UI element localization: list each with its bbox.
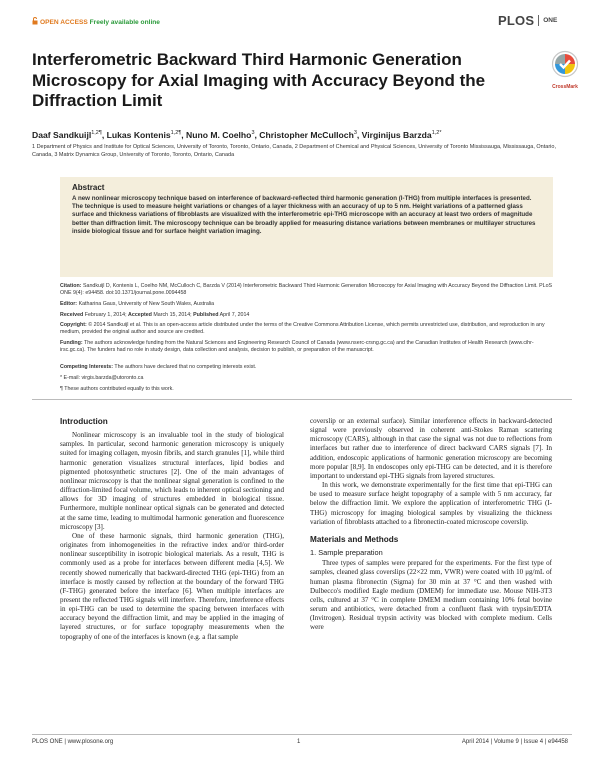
author: Lukas Kontenis$^{1,2\P}$: [106, 129, 182, 140]
abstract-text: A new nonlinear microscopy technique based on interference of backward-reflected third harmonic generation (I-THG) from multiple interfaces is presented. The technique is used to measure height variations or changes of a layer thickness with an accuracy of up to 5 nm. Height variations of a patterned glass surface and thickness variations of fibroblasts are visualized with the interferometric epi-THG microscope with an accuracy at least two orders of magnitude better than diffraction limit. The microscopy technique can be broadly applied for measuring distance variations between membranes or multilayer structures inside biological tissue and for surface height variation imaging.: [72, 195, 536, 235]
sample-prep-heading: 1. Sample preparation: [310, 548, 383, 558]
crossmark-badge[interactable]: [548, 50, 582, 90]
funding: Funding: The authors acknowledge funding from the Natural Sciences and Engineering Research Council of Canada (www.nserc-crsng.gc.ca) and the Canadian Institutes of Health Research (www.cihr-irsc.gc.ca). The funders had no role in study design, data collection and analysis, decision to publish, or preparation of the manuscript.: [60, 340, 534, 354]
methods-heading: Materials and Methods: [310, 534, 399, 544]
intro-paragraph: One of these harmonic signals, third harmonic generation (THG), originates from inhomogeneities in the refractive index and/or third-order nonlinear susceptibility in isotropic biological materials. As a result, THG is commonly used as a probe for interfaces between different media [4,5]. We recently showed numerically that backward-directed THG (epi-THG) from an interface is mostly caused by reflection at the boundary of the forward THG (F-THG) generated before the interface [6]. When multiple interfaces are present the reflected THG signals will interfere. Therefore, interference effects in epi-THG can be used to determine the spacing between interfaces with accuracy beyond the diffraction limit, and may be applied in the imaging of layered structures, or for surface topography measurements when the topography of one of the interfaces is known (e.g. a flat sample: [60, 531, 284, 641]
intro-heading: Introduction: [60, 417, 108, 426]
header-divider: [32, 399, 572, 400]
journal-name: PLOS: [498, 12, 535, 28]
intro-paragraph: coverslip or an external surface). Similar interference effects in backward-detected signal were previously observed in coherent anti-Stokes Raman scattering microscopy (CARS), although in that case the signal was not due to reflections from interfaces but rather due to interference of direct backward CARS signals [7]. In addition, endoscopic applications of harmonic generation microscopy are becoming more popular [8,9]. In endoscopes only epi-THG can be detected, and it is therefore important to understand epi-THG signals from layered structures.: [310, 417, 552, 480]
footer-divider: [32, 734, 572, 735]
open-lock-icon: [32, 17, 38, 27]
left-column: [60, 417, 284, 642]
page-number: 1: [297, 739, 301, 745]
logo-divider: [538, 15, 539, 26]
copyright: Copyright: © 2014 Sandkuijl et al. This is an open-access article distributed under the terms of the Creative Commons Attribution License, which permits unrestricted use, distribution, and reproduction in any medium, provided the original author and source are credited.: [60, 322, 545, 336]
open-label: OPEN: [40, 18, 59, 26]
equal-contribution: ¶ These authors contributed equally to this work.: [60, 386, 174, 392]
footer-journal: PLOS ONE | www.plosone.org: [32, 739, 114, 745]
methods-paragraph: Three types of samples were prepared for the experiments. For the first type of samples, cleaned glass coverslips (22×22 mm, VWR) were coated with 10 μg/mL of human plasma fibronectin (Sigma) for 30 min at 37 °C and then washed with Dulbecco's modified Eagle medium (DMEM) for immediate use. Mouse NIH-3T3 cells, cultured at 37 °C in complete DMEM medium containing 10% fetal bovine serum and antibiotics, were detached from a confluent flask with trypsin/EDTA (Invitrogen). Residual trypsin activity was blocked with complete medium. Cells were: [310, 559, 552, 632]
abstract-heading: Abstract: [72, 183, 105, 192]
author-list: Daaf Sandkuijl$^{1,2\P}$, Lukas Kontenis$^{1,2\P}$, Nuno M. Coelho$^3$, Christopher McCulloch$^3$, Virginijus Barzda$^{1,2*}$: [32, 129, 442, 140]
author: Virginijus Barzda$^{1,2*}$: [361, 129, 442, 140]
access-label: ACCESS: [60, 18, 88, 26]
crossmark-label: CrossMark: [552, 84, 578, 90]
author: Christopher McCulloch$^3$: [259, 129, 357, 140]
abstract-box: [60, 177, 553, 277]
affiliations: 1 Department of Physics and Institute for Optical Sciences, University of Toronto, Toronto, Ontario, Canada, 2 Department of Chemical and Physical Sciences, University of Toronto Mississauga, Mississauga, Ontario, Canada, 3 Matrix Dynamics Group, University of Toronto, Toronto, Ontario, Canada: [32, 144, 556, 159]
author: Daaf Sandkuijl$^{1,2\P}$: [32, 129, 102, 140]
footer-issue: April 2014 | Volume 9 | Issue 4 | e94458: [461, 739, 568, 745]
crossmark-icon: [551, 50, 579, 78]
editor: Editor: Katharina Gaus, University of New South Wales, Australia: [60, 301, 215, 307]
freely-available-label: Freely available online: [89, 18, 160, 26]
dates: Received February 1, 2014; Accepted March 15, 2014; Published April 7, 2014: [60, 312, 250, 318]
intro-paragraph: Nonlinear microscopy is an invaluable tool in the study of biological samples. In particular, second harmonic generation microscopy is uniquely suited for imaging collagen, myosin fibrils, and starch granules [1], while third harmonic generation visualizes structural interfaces, lipid bodies and pigmented photosynthetic structures [2]. One of the main advantages of nonlinear microscopy is that the nonlinear signal generation is confined to the diffraction-limited focal volume, which leads to inherent optical sectioning and allows for 3D imaging of structures embedded in biological tissue. Furthermore, multiple nonlinear optical signals can be generated and detected at the same time, leading to multimodal harmonic generation and fluorescence microscopy [3].: [60, 431, 284, 531]
journal-sub: ONE: [543, 16, 558, 24]
open-access-banner: [32, 17, 160, 27]
competing-interests: Competing Interests: The authors have declared that no competing interests exist.: [60, 364, 257, 370]
intro-paragraph: In this work, we demonstrate experimentally for the first time that epi-THG can be used to measure surface height topography of a sample with 5 nm accuracy, far below the diffraction limit. We explore the application of interferometric THG (I-THG) microscopy for imaging biological samples by visualizing the thickness variation of fibroblasts attached to a fibronectin-coated microscope coverslip.: [310, 481, 552, 526]
citation: Citation: Sandkuijl D, Kontenis L, Coelho NM, McCulloch C, Barzda V (2014) Interferometric Backward Third Harmonic Generation Microscopy for Axial Imaging with Accuracy Beyond the Diffraction Limit. PLoS ONE 9(4): e94458. doi:10.1371/journal.pone.0094458: [60, 283, 553, 297]
journal-logo: [498, 12, 557, 28]
author: Nuno M. Coelho$^3$: [186, 129, 255, 140]
right-column: [310, 417, 552, 632]
contact-email: * E-mail: virgis.barzda@utoronto.ca: [60, 375, 144, 381]
article-title: Interferometric Backward Third Harmonic Generation Microscopy for Axial Imaging with Accuracy Beyond the Diffraction Limit: [32, 50, 486, 110]
